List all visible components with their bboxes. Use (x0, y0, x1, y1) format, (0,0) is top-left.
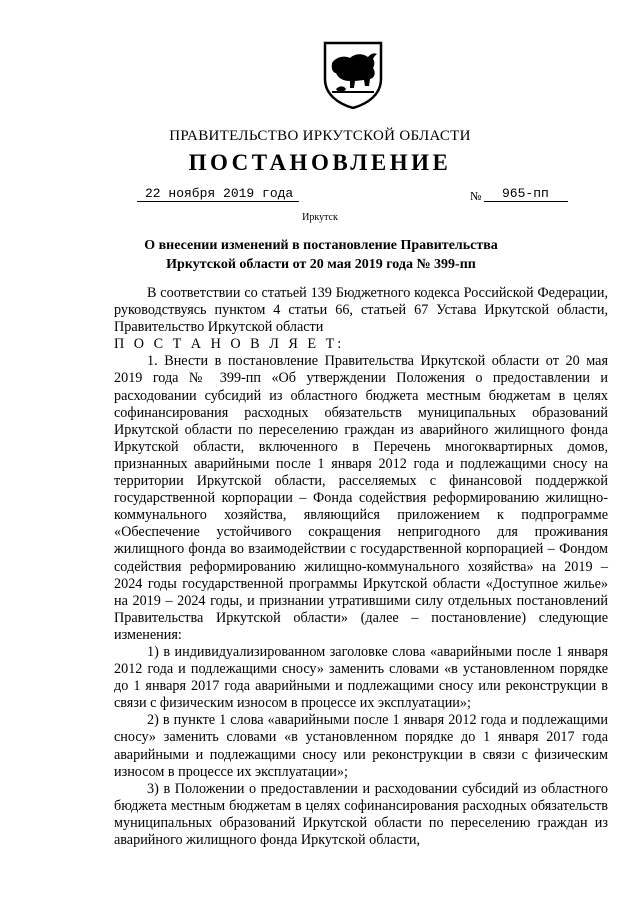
subitem-3-paragraph: 3) в Положении о предоставлении и расходовании субсидий из областного бюджета местным бюджетам в целях софинансирования расходных обязательств муниципальных образований Иркутской области по переселению граждан из аварийного жилищного фонда Иркутской области, (114, 780, 608, 848)
irkutsk-coat-of-arms-icon (322, 41, 384, 109)
document-subject: О внесении изменений в постановление Правительства Иркутской области от 20 мая 2019 года № 399-пп (144, 238, 498, 272)
organization-name: ПРАВИТЕЛЬСТВО ИРКУТСКОЙ ОБЛАСТИ (169, 128, 471, 144)
number-sign: № (470, 189, 482, 203)
document-body (114, 285, 608, 849)
subitem-1-paragraph: 1) в индивидуализированном заголовке слова «аварийными после 1 января 2012 года и подлежащими сносу» заменить словами «в установленном порядке до 1 января 2017 года аварийными и подлежащими сносу или реконструкции в связи с физическим износом в процессе их эксплуатации»; (114, 643, 608, 712)
document-date: 22 ноября 2019 года (137, 186, 299, 202)
preamble-paragraph: В соответствии со статьей 139 Бюджетного кодекса Российской Федерации, руководствуясь пунктом 4 статьи 66, статьей 67 Устава Иркутской области, Правительство Иркутской области (114, 285, 608, 336)
resolves-heading: П О С Т А Н О В Л Я Е Т: (114, 336, 345, 353)
city-name: Иркутск (302, 212, 338, 223)
subitem-2-paragraph: 2) в пункте 1 слова «аварийными после 1 января 2012 года и подлежащими сносу» заменить словами «в установленном порядке до 1 января 2017 года аварийными и подлежащими сносу или реконструкции в связи с физическим износом в процессе их эксплуатации»; (114, 712, 608, 780)
item-1-paragraph: 1. Внести в постановление Правительства Иркутской области от 20 мая 2019 года № 399-пп «Об утверждении Положения о предоставлении и расходовании субсидий из областного бюджета местным бюджетам в целях софинансирования расходных обязательств муниципальных образований Иркутской области по переселению граждан из аварийного жилищного фонда Иркутской области, включенного в Перечень многоквартирных домов, признанных аварийными после 1 января 2012 года и подлежащими сносу на территории Иркутской области, расселяемых с финансовой поддержкой государственной корпорации – Фонда содействия реформированию жилищно-коммунального хозяйства, являющийся приложением к подпрограмме «Обеспечение устойчивого сокращения непригодного для проживания жилищного фонда во взаимодействии с государственной корпорацией – Фондом содействия реформированию жилищно-коммунального хозяйства» на 2019 – 2024 годы государственной программы Иркутской области «Доступное жилье» на 2019 – 2024 годы, и признании утратившими силу отдельных постановлений Правительства Иркутской области» (далее – постановление) следующие изменения: (114, 353, 608, 643)
document-type-title: ПОСТАНОВЛЕНИЕ (188, 150, 452, 175)
document-number: 965-пп (484, 186, 568, 202)
